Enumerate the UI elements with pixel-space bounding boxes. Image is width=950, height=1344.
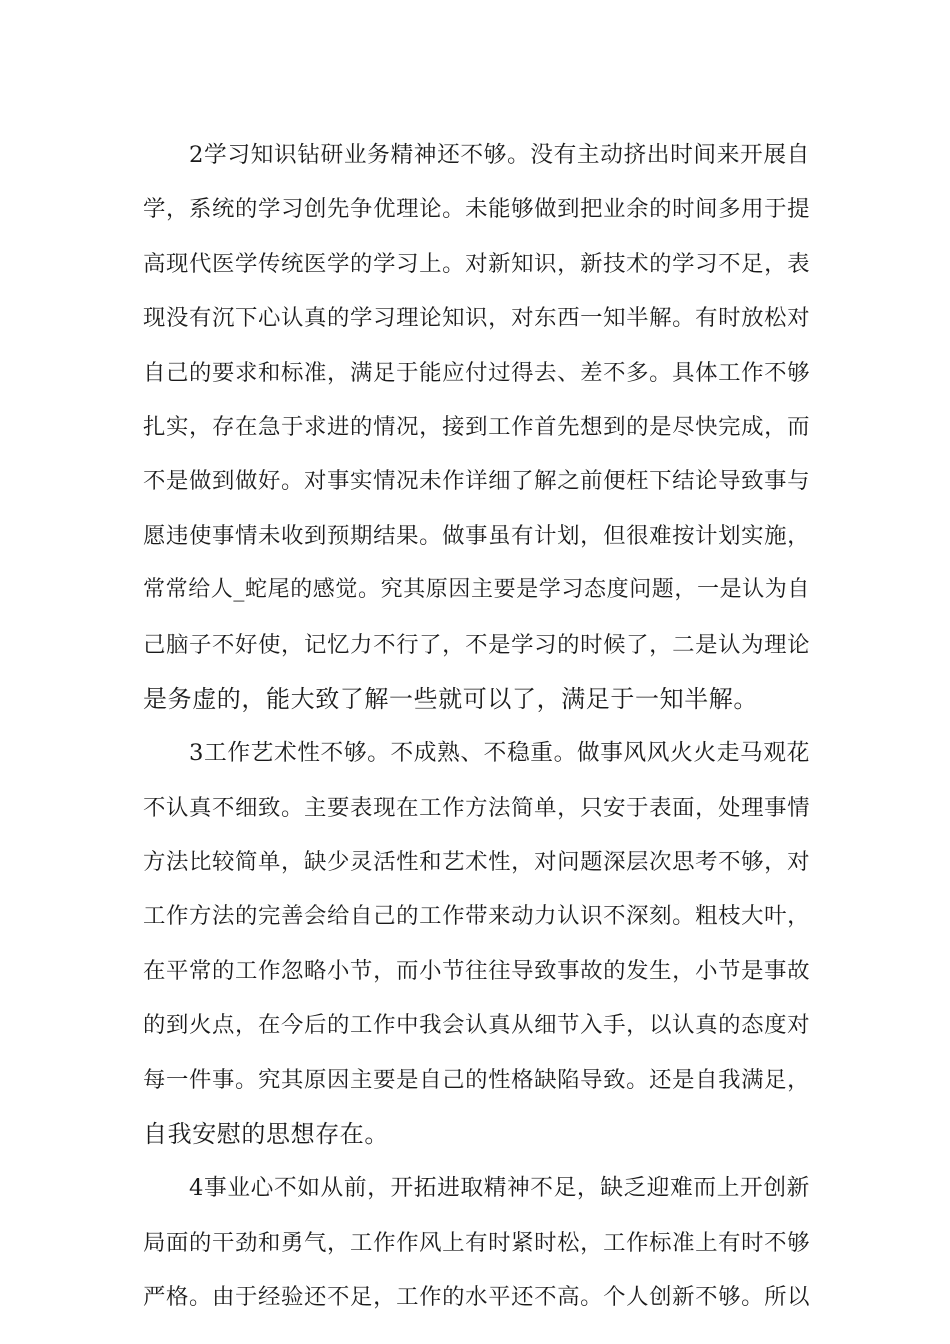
paragraph-3-line-7: 每一件事。究其原因主要是自己的性格缺陷导致。还是自我满足，: [143, 1066, 811, 1093]
paragraph-2-line-5: 自己的要求和标准，满足于能应付过得去、差不多。具体工作不够: [143, 359, 811, 386]
paragraph-4-line-3: 严格。由于经验还不足，工作的水平还不高。个人创新不够。所以: [143, 1284, 811, 1311]
paragraph-2-line-2: 学，系统的学习创先争优理论。未能够做到把业余的时间多用于提: [143, 196, 811, 223]
paragraph-3-line-3: 方法比较简单，缺少灵活性和艺术性，对问题深层次思考不够，对: [143, 849, 811, 876]
paragraph-3-line-4: 工作方法的完善会给自己的工作带来动力认识不深刻。粗枝大叶，: [143, 903, 811, 930]
paragraph-2-line-8: 愿违使事情未收到预期结果。做事虽有计划，但很难按计划实施，: [143, 522, 811, 549]
paragraph-3-line-5: 在平常的工作忽略小节，而小节往往导致事故的发生，小节是事故: [143, 957, 811, 984]
paragraph-2-line-3: 高现代医学传统医学的学习上。对新知识，新技术的学习不足，表: [143, 250, 811, 277]
paragraph-4-line-2: 局面的干劲和勇气，工作作风上有时紧时松，工作标准上有时不够: [143, 1229, 811, 1256]
paragraph-3-line-1: 3工作艺术性不够。不成熟、不稳重。做事风风火火走马观花: [189, 740, 810, 767]
paragraph-3-line-6: 的到火点，在今后的工作中我会认真从细节入手，以认真的态度对: [143, 1012, 811, 1039]
paragraph-4-line-1: 4事业心不如从前，开拓进取精神不足，缺乏迎难而上开创新: [189, 1175, 810, 1202]
paragraph-3-line-8: 自我安慰的思想存在。: [143, 1120, 389, 1149]
paragraph-2-line-9: 常常给人_蛇尾的感觉。究其原因主要是学习态度问题，一是认为自: [143, 577, 811, 603]
paragraph-2-line-1: 2学习知识钻研业务精神还不够。没有主动挤出时间来开展自: [189, 142, 810, 168]
document-body: [143, 128, 809, 1325]
paragraph-2-line-4: 现没有沉下心认真的学习理论知识，对东西一知半解。有时放松对: [143, 305, 811, 332]
paragraph-2-line-6: 扎实，存在急于求进的情况，接到工作首先想到的是尽快完成，而: [143, 413, 811, 440]
paragraph-2-line-11: 是务虚的，能大致了解一些就可以了，满足于一知半解。: [143, 684, 758, 713]
paragraph-2-line-10: 己脑子不好使，记忆力不行了，不是学习的时候了，二是认为理论: [143, 631, 811, 658]
paragraph-3-line-2: 不认真不细致。主要表现在工作方法简单，只安于表面，处理事情: [143, 794, 811, 821]
paragraph-2-line-7: 不是做到做好。对事实情况未作详细了解之前便枉下结论导致事与: [143, 468, 811, 495]
